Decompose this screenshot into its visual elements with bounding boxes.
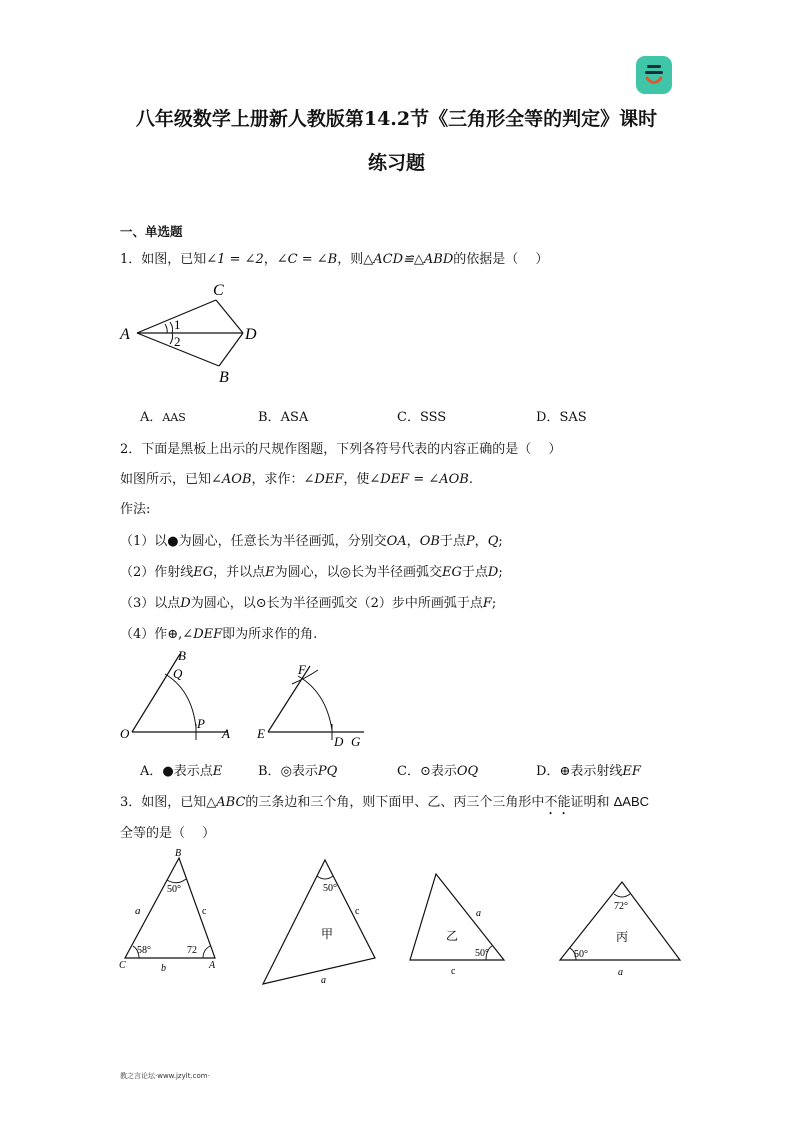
q2-label-b: B [178, 648, 186, 663]
q2-stem: 2．下面是黑板上出示的尺规作图题，下列各符号代表的内容正确的是（ ） [120, 442, 562, 457]
q2-given: 如图所示，已知∠AOB，求作：∠DEF，使∠DEF = ∠AOB. [120, 472, 473, 487]
q2-label-a: A [222, 726, 230, 741]
q3-bing-side: a [618, 967, 623, 978]
q1-option-a[interactable]: A．AAS [140, 410, 186, 425]
q3-bing-angle-left: 50° [574, 949, 588, 960]
q1-stem: 1．如图，已知∠1 = ∠2，∠C = ∠B，则△ACD≌△ABD的依据是（ ） [120, 252, 549, 267]
q1-label-c: C [213, 282, 224, 299]
q3-abc-side-a: a [135, 905, 141, 917]
q1-option-b[interactable]: B．ASA [258, 410, 309, 425]
q3-figure-yi [402, 866, 512, 981]
q3-jia-angle: 50° [323, 883, 337, 894]
q2-label-p: P [197, 716, 205, 731]
q3-abc-label-b: B [175, 848, 182, 859]
q3-abc-angle-c: 58° [137, 945, 151, 956]
q3-abc-angle-b: 50° [167, 884, 181, 895]
q1-label-a: A [120, 326, 130, 343]
q3-yi-label: 乙 [446, 929, 459, 943]
q3-abc-label-a: A [209, 960, 216, 971]
section-heading: 一、单选题 [120, 224, 183, 239]
q3-figure-jia [255, 852, 385, 992]
q3-emphasis: 不能 [544, 795, 571, 810]
q2-step3: （3）以点D为圆心，以⊙长为半径画弧交（2）步中所画弧于点F; [120, 596, 497, 611]
q3-abc-angle-a: 72 [187, 945, 197, 956]
q3-stem: 3．如图，已知△ABC的三条边和三个角，则下面甲、乙、丙三个三角形中不能证明和 ΔABC [120, 794, 650, 810]
q2-method: 作法: [120, 502, 151, 517]
q2-option-a[interactable]: A．●表示点E [140, 764, 223, 779]
q3-yi-side-a: a [476, 908, 481, 919]
q1-label-2: 2 [174, 334, 181, 349]
q2-label-d: D [334, 734, 344, 749]
document-title-line1: 八年级数学上册新人教版第14.2节《三角形全等的判定》课时 [135, 108, 658, 130]
q3-abc-side-b: b [161, 963, 166, 974]
q1-label-b: B [219, 369, 229, 386]
logo-icon [636, 56, 672, 94]
q3-yi-side-c: c [451, 966, 456, 977]
q3-yi-angle: 50° [475, 948, 489, 959]
q2-option-d[interactable]: D．⊕表示射线EF [536, 764, 641, 779]
q3-jia-side-a: a [321, 975, 326, 986]
q3-bing-angle-top: 72° [614, 901, 628, 912]
q2-label-g: G [351, 734, 361, 749]
q3-bing-label: 丙 [616, 930, 629, 944]
q2-step2: （2）作射线EG，并以点E为圆心，以◎长为半径画弧交EG于点D; [120, 565, 503, 580]
q2-step4: （4）作⊕,∠DEF即为所求作的角. [120, 627, 318, 642]
q1-label-d: D [245, 326, 257, 343]
q3-abc-side-c: c [202, 906, 207, 917]
q3-jia-side-c: c [355, 906, 360, 917]
q1-figure [110, 278, 270, 390]
q1-label-1: 1 [174, 317, 181, 332]
q2-label-f: F [298, 662, 306, 677]
q2-figure-aob [118, 646, 238, 746]
q2-figure-def [254, 656, 374, 748]
document-title-line2: 练习题 [367, 152, 425, 174]
page-footer: 教之言论坛·www.jzylt.com· [120, 1072, 210, 1080]
q3-abc-label-c: C [119, 960, 126, 971]
q3-jia-label: 甲 [321, 927, 334, 941]
q3-stem-line2: 全等的是（ ） [120, 826, 216, 841]
q2-label-q: Q [173, 666, 183, 681]
q3-figure-bing [552, 874, 692, 984]
q2-option-b[interactable]: B．◎表示PQ [258, 764, 338, 779]
q2-label-o: O [120, 726, 130, 741]
q2-label-e: E [257, 726, 265, 741]
q1-option-d[interactable]: D．SAS [536, 410, 587, 425]
q2-option-c[interactable]: C．⊙表示OQ [397, 764, 479, 779]
q1-option-c[interactable]: C．SSS [397, 410, 447, 425]
q3-figure-abc [115, 846, 225, 976]
q2-step1: （1）以●为圆心，任意长为半径画弧，分别交OA，OB于点P，Q; [120, 534, 503, 549]
